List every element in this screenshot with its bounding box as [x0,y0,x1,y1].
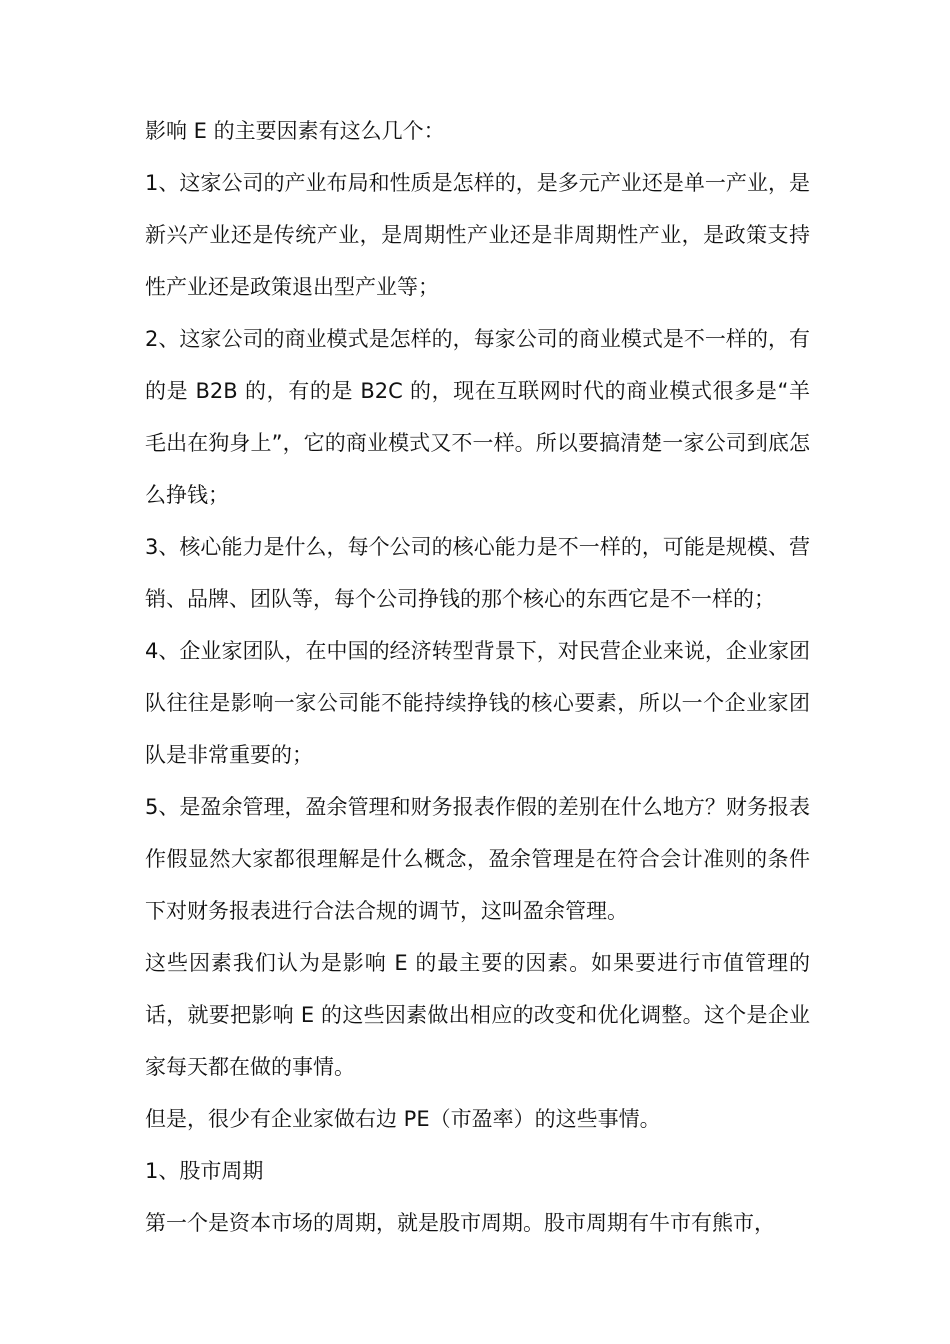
section-heading-stock-cycle: 1、股市周期 [145,1159,264,1183]
stock-cycle-paragraph: 第一个是资本市场的周期，就是股市周期。股市周期有牛市有熊市， [145,1211,775,1235]
factor-1-paragraph: 1、这家公司的产业布局和性质是怎样的，是多元产业还是单一产业，是新兴产业还是传统产业，是周期性产业还是非周期性产业，是政策支持性产业还是政策退出型产业等； [145,171,810,299]
document-body [145,105,810,1249]
intro-paragraph: 影响 E 的主要因素有这么几个： [145,119,445,143]
factor-4-paragraph: 4、企业家团队，在中国的经济转型背景下，对民营企业来说，企业家团队往往是影响一家公司能不能持续挣钱的核心要素，所以一个企业家团队是非常重要的； [145,639,810,767]
factor-2-paragraph: 2、这家公司的商业模式是怎样的，每家公司的商业模式是不一样的，有的是 B2B 的，有的是 B2C 的，现在互联网时代的商业模式很多是“羊毛出在狗身上”，它的商业模式又不一样。所以要搞清楚一家公司到底怎么挣钱； [145,327,810,507]
summary-paragraph: 这些因素我们认为是影响 E 的最主要的因素。如果要进行市值管理的话，就要把影响 E 的这些因素做出相应的改变和优化调整。这个是企业家每天都在做的事情。 [145,951,810,1079]
factor-3-paragraph: 3、核心能力是什么，每个公司的核心能力是不一样的，可能是规模、营销、品牌、团队等，每个公司挣钱的那个核心的东西它是不一样的； [145,535,810,611]
factor-5-paragraph: 5、是盈余管理，盈余管理和财务报表作假的差别在什么地方？财务报表作假显然大家都很理解是什么概念，盈余管理是在符合会计准则的条件下对财务报表进行合法合规的调节，这叫盈余管理。 [145,795,810,923]
pe-intro-paragraph: 但是，很少有企业家做右边 PE（市盈率）的这些事情。 [145,1107,661,1131]
